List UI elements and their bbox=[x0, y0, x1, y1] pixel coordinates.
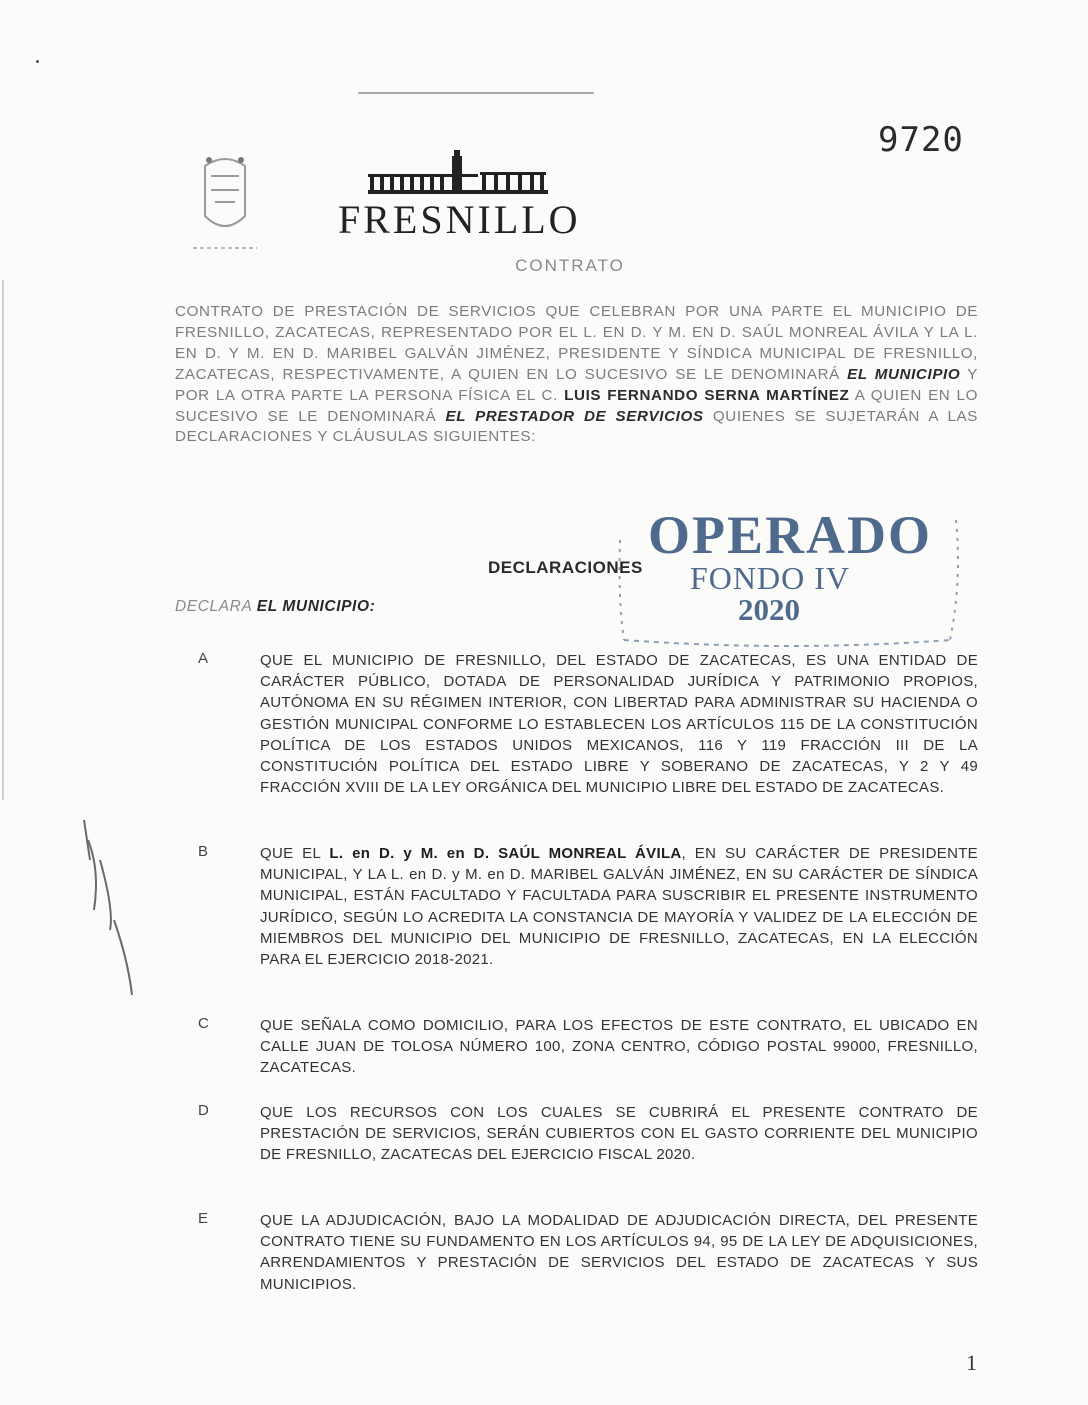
folio-number: 9720 bbox=[878, 120, 964, 160]
fresnillo-logo bbox=[338, 148, 581, 242]
item-letter: D bbox=[198, 1102, 209, 1119]
item-text: QUE LOS RECURSOS CON LOS CUALES SE CUBRIRÁ EL PRESENTE CONTRATO DE PRESTACIÓN DE SERVICIOS, SERÁN CUBIERTOS CON EL GASTO CORRIENTE DEL MUNICIPIO DE FRESNILLO, ZACATECAS DEL EJERCICIO FISCAL 2020. bbox=[260, 1104, 978, 1164]
intro-text: A QUIEN EN LO SUCESIVO SE LE DENOMINARÁ bbox=[175, 386, 978, 425]
item-letter: B bbox=[198, 843, 209, 860]
intro-party-municipio: EL MUNICIPIO bbox=[847, 365, 961, 383]
building-silhouette-icon bbox=[368, 150, 548, 196]
intro-text: QUIENES SE SUJETARÁN A LAS DECLARACIONES Y CLÁUSULAS SIGUIENTES: bbox=[175, 407, 979, 446]
declarations-heading: DECLARACIONES bbox=[488, 558, 643, 577]
item-text: QUE SEÑALA COMO DOMICILIO, PARA LOS EFECTOS DE ESTE CONTRATO, EL UBICADO EN CALLE JUAN DE TOLOSA NÚMERO 100, ZONA CENTRO, CÓDIGO POSTAL 99000, FRESNILLO, ZACATECAS. bbox=[260, 1017, 978, 1077]
intro-text: CONTRATO DE PRESTACIÓN DE SERVICIOS QUE CELEBRAN POR UNA PARTE EL MUNICIPIO DE FRESNILLO, ZACATECAS, REPRESENTADO POR EL L. EN D. Y M. EN D. SAÚL MONREAL ÁVILA Y LA L. EN D. Y M. EN D. MARIBEL GALVÁN JIMÉNEZ, PRESIDENTE Y SÍNDICA MUNICIPAL DE FRESNILLO, ZACATECAS, RESPECTIVAMENTE, A QUIEN EN LO SUCESIVO SE LE DENOMINARÁ bbox=[175, 303, 978, 383]
stamp-operado: OPERADO bbox=[648, 505, 932, 565]
item-text-pre: QUE EL bbox=[260, 845, 330, 862]
scan-top-line bbox=[358, 92, 594, 94]
intro-provider-name: LUIS FERNANDO SERNA MARTÍNEZ bbox=[564, 386, 850, 404]
page-number: 1 bbox=[966, 1350, 977, 1375]
item-letter: C bbox=[198, 1015, 209, 1032]
item-text bbox=[260, 843, 978, 970]
declara-prefix: DECLARA bbox=[175, 598, 252, 615]
intro-text: Y POR LA OTRA PARTE LA PERSONA FÍSICA EL C. bbox=[175, 365, 978, 404]
item-text: QUE LA ADJUDICACIÓN, BAJO LA MODALIDAD DE ADJUDICACIÓN DIRECTA, DEL PRESENTE CONTRATO TIENE SU FUNDAMENTO EN LOS ARTÍCULOS 94, 95 DE LA LEY DE ADQUISICIONES, ARRENDAMIENTOS Y PRESTACIÓN DE SERVICIOS DEL ESTADO DE ZACATECAS Y SUS MUNICIPIOS. bbox=[260, 1212, 978, 1293]
stamp-fondo: FONDO IV bbox=[690, 560, 850, 596]
item-text-rest: , EN SU CARÁCTER DE PRESIDENTE MUNICIPAL, Y LA L. en D. y M. en D. MARIBEL GALVÁN JIMÉNEZ, EN SU CARÁCTER DE SÍNDICA MUNICIPAL, ESTÁN FACULTADO Y FACULTADA PARA SUSCRIBIR EL PRESENTE INSTRUMENTO JURÍDICO, SEGÚN LO ACREDITA LA CONSTANCIA DE MAYORÍA Y VALIDEZ DE LA ELECCIÓN DE MIEMBROS DEL MUNICIPIO DEL MUNICIPIO DE FRESNILLO, ZACATECAS, EN LA ELECCIÓN PARA EL EJERCICIO 2018-2021. bbox=[260, 845, 978, 969]
declara-party: EL MUNICIPIO: bbox=[256, 598, 376, 615]
margin-signature-mark bbox=[70, 810, 150, 1000]
scan-speck bbox=[36, 60, 39, 63]
scan-edge-mark bbox=[0, 280, 8, 800]
item-letter: E bbox=[198, 1210, 209, 1227]
declara-municipio-heading bbox=[175, 598, 375, 616]
item-text: QUE EL MUNICIPIO DE FRESNILLO, DEL ESTADO DE ZACATECAS, ES UNA ENTIDAD DE CARÁCTER PÚBLICO, DOTADA DE PERSONALIDAD JURÍDICA Y PATRIMONIO PROPIOS, AUTÓNOMA EN SU RÉGIMEN INTERIOR, CON LIBERTAD PARA ADMINISTRAR SU HACIENDA O GESTIÓN MUNICIPAL CONFORME LO ESTABLECEN LOS ARTÍCULOS 115 DE LA CONSTITUCIÓN POLÍTICA DE LOS ESTADOS UNIDOS MEXICANOS, 116 Y 119 FRACCIÓN III DE LA CONSTITUCIÓN POLÍTICA DEL ESTADO LIBRE Y SOBERANO DE ZACATECAS, Y 2 Y 49 FRACCIÓN XVIII DE LA LEY ORGÁNICA DEL MUNICIPIO LIBRE DEL ESTADO DE ZACATECAS. bbox=[260, 652, 978, 797]
item-text-bold: L. en D. y M. en D. SAÚL MONREAL ÁVILA bbox=[329, 845, 682, 862]
document-title: CONTRATO bbox=[515, 256, 625, 275]
contract-intro-paragraph bbox=[175, 302, 978, 448]
stamp-year: 2020 bbox=[738, 592, 800, 627]
intro-party-provider: EL PRESTADOR DE SERVICIOS bbox=[445, 407, 704, 425]
municipal-seal-icon bbox=[185, 146, 265, 256]
operado-stamp bbox=[600, 500, 980, 660]
logo-wordmark: FRESNILLO bbox=[338, 197, 581, 242]
item-letter: A bbox=[198, 650, 209, 667]
